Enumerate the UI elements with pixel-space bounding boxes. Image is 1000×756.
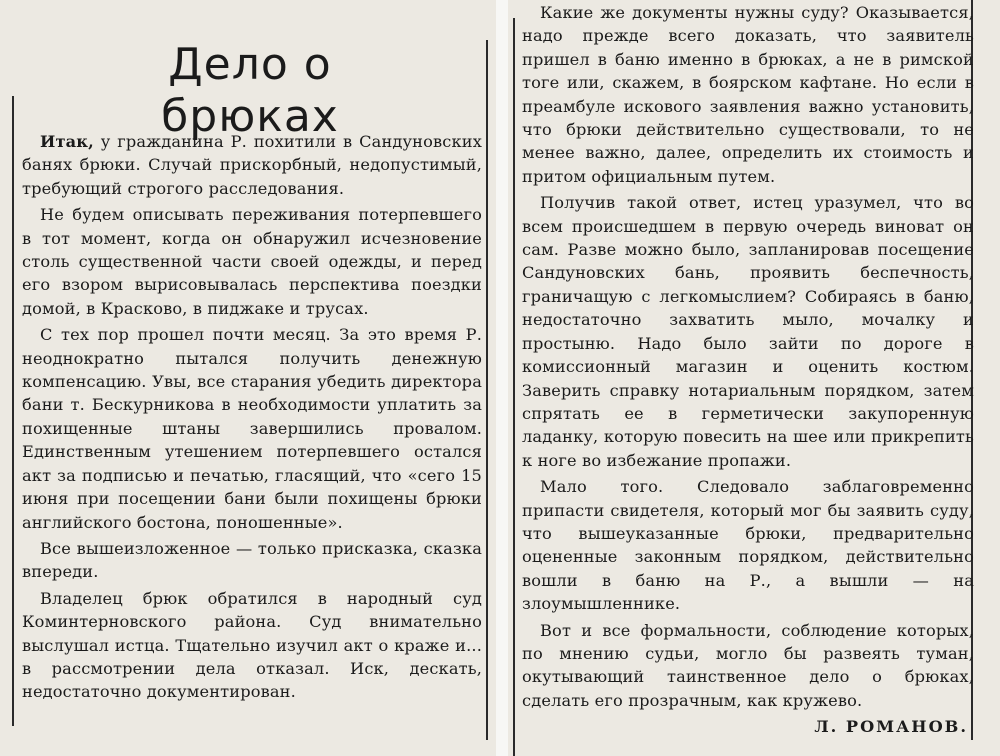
paragraph: Владелец брюк обратился в народный суд Коминтерновского района. Суд внимательно выслушал истца. Тщательно изучил акт о краже и... в рассмотрении дела отказал. Иск, дескать, недостаточно документирован. <box>22 588 482 702</box>
paragraph: Мало того. Следовало заблаговременно припасти свидетеля, который мог бы заявить суду, что вышеуказанные брюки, предварительно оцененные законным порядком, действительно вошли в баню на Р., а вышли — на злоумышленнике. <box>522 477 974 614</box>
author-signature: Л. РОМАНОВ. <box>814 717 968 737</box>
paragraph: С тех пор прошел почти месяц. За это время Р. неоднократно пытался получить денежную компенсацию. Увы, все старания убедить директора бани т. Бескурникова в необходимости уплатить за похищенные штаны завершились провалом. Единственным утешением потерпевшего остался акт за подписью и печатью, гласящий, что «сего 15 июня при посещении бани были похищены брюки английского бостона, поношенные». <box>22 325 482 532</box>
paragraph: Не будем описывать переживания потерпевшего в тот момент, когда он обнаружил исчезновение столь существенной части своей одежды, и перед его взором вырисовывалась перспектива поездки домой, в Красково, в пиджаке и трусах. <box>22 205 482 318</box>
paragraph: Какие же документы нужны суду? Оказывается, надо прежде всего доказать, что заявитель пришел в баню именно в брюках, а не в римской тоге или, скажем, в боярском кафтане. Но если в преамбуле искового заявления важно установить, что брюки действительно существовали, то не менее важно, далее, определить их стоимость и притом официальным путем. <box>522 3 974 186</box>
column-rule-right <box>513 18 515 756</box>
article-title: Дело о брюках <box>161 39 339 143</box>
right-column <box>522 1 974 739</box>
lead-word: Итак, <box>40 132 94 151</box>
paragraph: Получив такой ответ, истец уразумел, что во всем происшедшем в первую очередь виноват он сам. Разве можно было, запланировав посещение Сандуновских бань, проявить беспечность, граничащую с легкомыслием? Собираясь в баню, недостаточно захватить мыло, мочалку и простыню. Надо было зайти по дороге в комиссионный магазин и оценить костюм. Заверить справку нотариальным порядком, затем спрятать ее в герметически закупоренную ладанку, которую повесить на шее или прикрепить к ноге во избежание пропажи. <box>522 193 974 470</box>
gutter <box>496 0 508 756</box>
paragraph: Вот и все формальности, соблюдение которых, по мнению судьи, могло бы развеять туман, окутывающий таинственное дело о брюках, сделать его прозрачным, как кружево. <box>522 620 974 710</box>
paragraph: Все вышеизложенное — только присказка, сказка впереди. <box>22 538 482 582</box>
column-rule-middle <box>486 40 488 740</box>
paragraph <box>22 130 482 200</box>
left-column <box>22 130 482 707</box>
paragraph-text: у гражданина Р. похитили в Сандуновских банях брюки. Случай прискорбный, недопустимый, требующий строгого расследования. <box>22 132 482 198</box>
column-rule-left <box>12 96 14 726</box>
